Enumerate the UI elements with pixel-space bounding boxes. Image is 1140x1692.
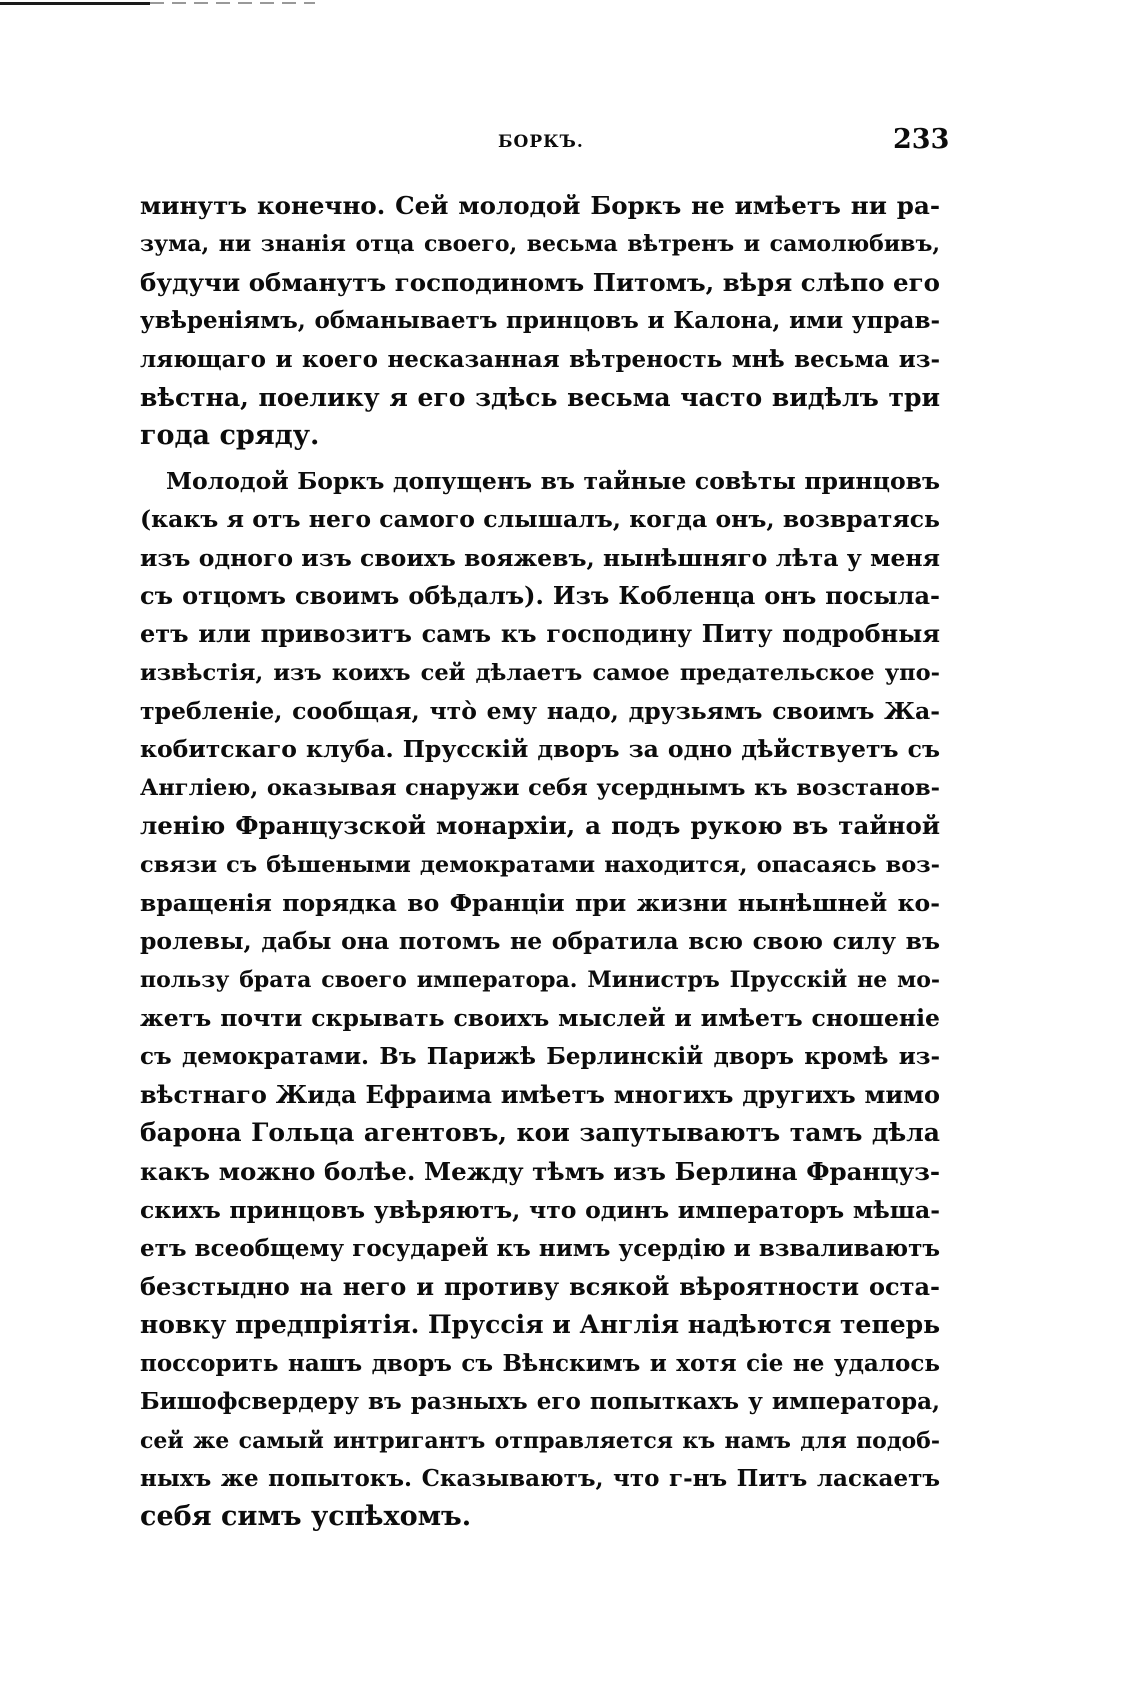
text-line: изъ одного изъ своихъ вояжевъ, нынѣшняго лѣта у меня bbox=[140, 543, 940, 572]
text-line: Молодой Боркъ допущенъ въ тайные совѣты принцовъ bbox=[166, 466, 940, 495]
text-line: етъ всеобщему государей къ нимъ усердію и взваливаютъ bbox=[140, 1234, 940, 1262]
text-line: года сряду. bbox=[140, 420, 320, 452]
text-line: себя симъ успѣхомъ. bbox=[140, 1501, 472, 1533]
paragraph bbox=[140, 187, 940, 456]
text-line: пользу брата своего императора. Министръ Прусскій не мо- bbox=[140, 966, 940, 993]
text-line: ныхъ же попытокъ. Сказываютъ, что г-нъ Питъ ласкаетъ bbox=[140, 1464, 940, 1492]
text-line: съ отцомъ своимъ обѣдалъ). Изъ Кобленца онъ посыла- bbox=[140, 580, 940, 610]
text-line: какъ можно болѣе. Между тѣмъ изъ Берлина Француз- bbox=[140, 1156, 940, 1186]
text-line: ляющаго и коего несказанная вѣтреность мнѣ весьма из- bbox=[140, 345, 940, 373]
text-line: зума, ни знанія отца своего, весьма вѣтренъ и самолюбивъ, bbox=[140, 231, 940, 258]
text-line: барона Гольца агентовъ, кои запутываютъ тамъ дѣла bbox=[140, 1118, 940, 1148]
text-line: сей же самый интригантъ отправляется къ намъ для подоб- bbox=[140, 1427, 940, 1454]
text-line: вращенія порядка во Франціи при жизни нынѣшней ко- bbox=[140, 889, 940, 918]
text-line: безстыдно на него и противу всякой вѣроятности оста- bbox=[140, 1271, 940, 1301]
text-line: скихъ принцовъ увѣряютъ, что одинъ императоръ мѣша- bbox=[140, 1196, 940, 1225]
text-line: требленіе, сообщая, что̀ ему надо, друзьямъ своимъ Жа- bbox=[140, 697, 940, 726]
text-line: увѣреніямъ, обманываетъ принцовъ и Калона, ими управ- bbox=[140, 307, 940, 335]
text-line: ролевы, дабы она потомъ не обратила всю свою силу въ bbox=[140, 927, 940, 956]
text-line: вѣстна, поелику я его здѣсь весьма часто видѣлъ три bbox=[140, 382, 940, 412]
text-line: поссорить нашъ дворъ съ Вѣнскимъ и хотя сіе не удалось bbox=[140, 1349, 940, 1377]
top-rule-tail bbox=[150, 2, 315, 4]
text-line: (какъ я отъ него самого слышалъ, когда онъ, возвратясь bbox=[140, 505, 940, 534]
running-head: БОРКЪ. bbox=[498, 132, 584, 152]
text-line: будучи обманутъ господиномъ Питомъ, вѣря слѣпо его bbox=[140, 267, 940, 297]
body-text bbox=[140, 187, 940, 1537]
page-number: 233 bbox=[893, 124, 950, 155]
text-line: кобитскаго клуба. Прусскій дворъ за одно дѣйствуетъ съ bbox=[140, 735, 940, 764]
text-line: извѣстія, изъ коихъ сей дѣлаетъ самое предательское упо- bbox=[140, 659, 940, 686]
text-line: связи съ бѣшеными демократами находится, опасаясь воз- bbox=[140, 851, 940, 878]
text-line: минутъ конечно. Сей молодой Боркъ не имѣетъ ни ра- bbox=[140, 191, 940, 220]
text-line: вѣстнаго Жида Ефраима имѣетъ многихъ другихъ мимо bbox=[140, 1079, 940, 1109]
top-rule bbox=[0, 2, 150, 5]
text-line: ленію Французской монархіи, а подъ рукою въ тайной bbox=[140, 811, 940, 841]
paragraph bbox=[140, 462, 940, 1537]
text-line: новку предпріятія. Пруссія и Англія надѣются теперь bbox=[140, 1310, 941, 1340]
text-line: съ демократами. Въ Парижѣ Берлинскій дворъ кромѣ из- bbox=[140, 1042, 940, 1070]
text-line: Бишофсвердеру въ разныхъ его попыткахъ у императора, bbox=[140, 1388, 940, 1416]
text-line: етъ или привозитъ самъ къ господину Питу подробныя bbox=[140, 619, 940, 649]
text-line: Англіею, оказывая снаружи себя усерднымъ къ возстанов- bbox=[140, 774, 940, 801]
text-line: жетъ почти скрывать своихъ мыслей и имѣетъ сношеніе bbox=[140, 1004, 940, 1033]
